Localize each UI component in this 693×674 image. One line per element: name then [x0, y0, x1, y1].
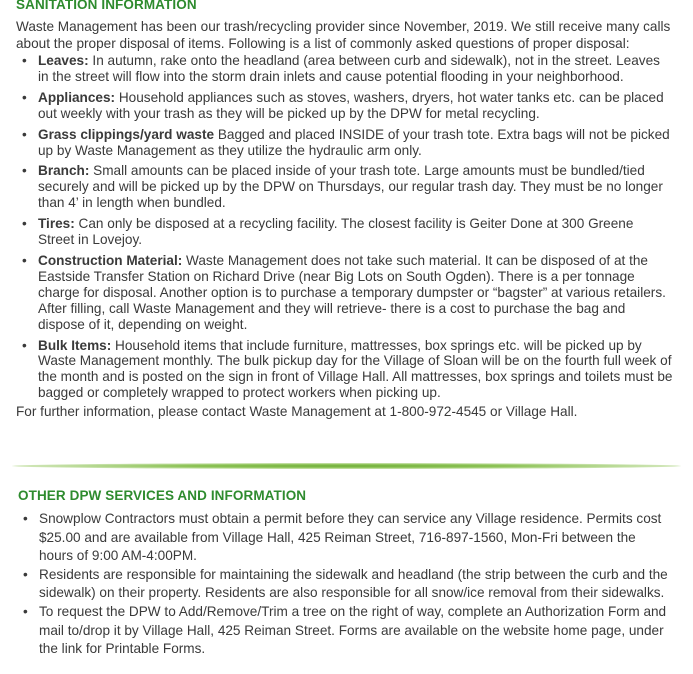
bullet-icon: • [22, 53, 27, 68]
bullet-icon: • [23, 566, 28, 582]
item-text: Waste Management does not take such material. It can be disposed of at the Eastside Transfer Station on Richard Drive (near Big Lots on South Ogden). There is a per tonnage charge for disposal. Another option is to purchase a temporary dumpster or “bagster” at various retailers. After filling, call Waste Management and they will retrieve- there is a cost to purchase the bag and dispose of it, depending on weight. [38, 252, 666, 332]
sanitation-list [16, 53, 673, 401]
item-text: Small amounts can be placed inside of your trash tote. Large amounts must be bundled/tied securely and will be picked up by the DPW on Thursdays, our regular trash day. They must be no longer than 4’ in length when bundled. [38, 163, 663, 211]
dpw-item-sidewalk [18, 566, 671, 603]
item-term: Construction Material: [38, 252, 183, 268]
item-text: Snowplow Contractors must obtain a permit before they can service any Village residence. Permits cost $25.00 and are available from Village Hall, 425 Reiman Street, 716-897-1560, Mon-Fri between the hours of 9:00 AM-4:00PM. [39, 511, 662, 564]
bullet-icon: • [23, 603, 28, 619]
item-term: Appliances: [38, 89, 116, 105]
sanitation-intro: Waste Management has been our trash/recycling provider since November, 2019. We still receive many calls about the proper disposal of items. Following is a list of commonly asked questions of proper disposal: [16, 19, 671, 51]
item-text: Household items that include furniture, mattresses, box springs etc. will be picked up by Waste Management monthly. The bulk pickup day for the Village of Sloan will be on the fourth full week of the month and is posted on the sign in front of Village Hall. All mattresses, box springs and toilets must be bagged or completely wrapped to protect workers when picking up. [38, 337, 673, 401]
bullet-icon: • [22, 163, 27, 179]
item-term: Branch: [38, 163, 90, 179]
sanitation-item-leaves [16, 53, 673, 85]
item-text: Bagged and placed INSIDE of your trash tote. Extra bags will not be picked up by Waste Management as they utilize the hydraulic arm only. [38, 126, 670, 158]
sanitation-item-bulk [16, 338, 673, 402]
sanitation-item-appliances [16, 90, 673, 122]
bullet-icon: • [22, 126, 27, 142]
sanitation-outro: For further information, please contact Waste Management at 1-800-972-4545 or Village Hall. [16, 404, 578, 420]
item-text: To request the DPW to Add/Remove/Trim a tree on the right of way, complete an Authorization Form and mail to/drop it by Village Hall, 425 Reiman Street. Forms are available on the website home page, under the link for Printable Forms. [39, 603, 667, 657]
sanitation-item-tires [16, 216, 673, 248]
item-text: Residents are responsible for maintaining the sidewalk and headland (the strip between the curb and the sidewalk) on their property. Residents are also responsible for all snow/ice removal from their sidewalks. [39, 566, 668, 601]
sanitation-section [16, 0, 673, 421]
bullet-icon: • [22, 89, 27, 105]
sanitation-heading: SANITATION INFORMATION [16, 0, 197, 12]
dpw-item-snowplow [18, 510, 671, 566]
sanitation-item-branch [16, 163, 673, 211]
item-text: Can only be disposed at a recycling facility. The closest facility is Geiter Done at 300 Greene Street in Lovejoy. [38, 216, 634, 248]
bullet-icon: • [22, 216, 27, 232]
other-dpw-section [18, 487, 671, 659]
item-text: Household appliances such as stoves, washers, dryers, hot water tanks etc. can be placed out weekly with your trash as they will be picked up by the DPW for metal recycling. [38, 89, 664, 121]
other-dpw-list [18, 510, 671, 659]
sanitation-item-grass [16, 127, 673, 159]
dpw-item-tree [18, 603, 671, 659]
item-text: In autumn, rake onto the headland (area between curb and sidewalk), not in the street. Leaves in the street will flow into the storm drain inlets and cause potential flooding in your neighborhood. [38, 53, 660, 84]
section-divider [12, 463, 681, 469]
item-term: Tires: [38, 216, 75, 232]
item-term: Bulk Items: [38, 337, 112, 353]
bullet-icon: • [22, 337, 27, 353]
sanitation-item-construction [16, 253, 673, 333]
bullet-icon: • [22, 252, 27, 268]
other-dpw-heading: OTHER DPW SERVICES AND INFORMATION [18, 488, 307, 503]
item-term: Grass clippings/yard waste [38, 126, 215, 142]
bullet-icon: • [23, 511, 28, 526]
item-term: Leaves: [38, 53, 89, 68]
